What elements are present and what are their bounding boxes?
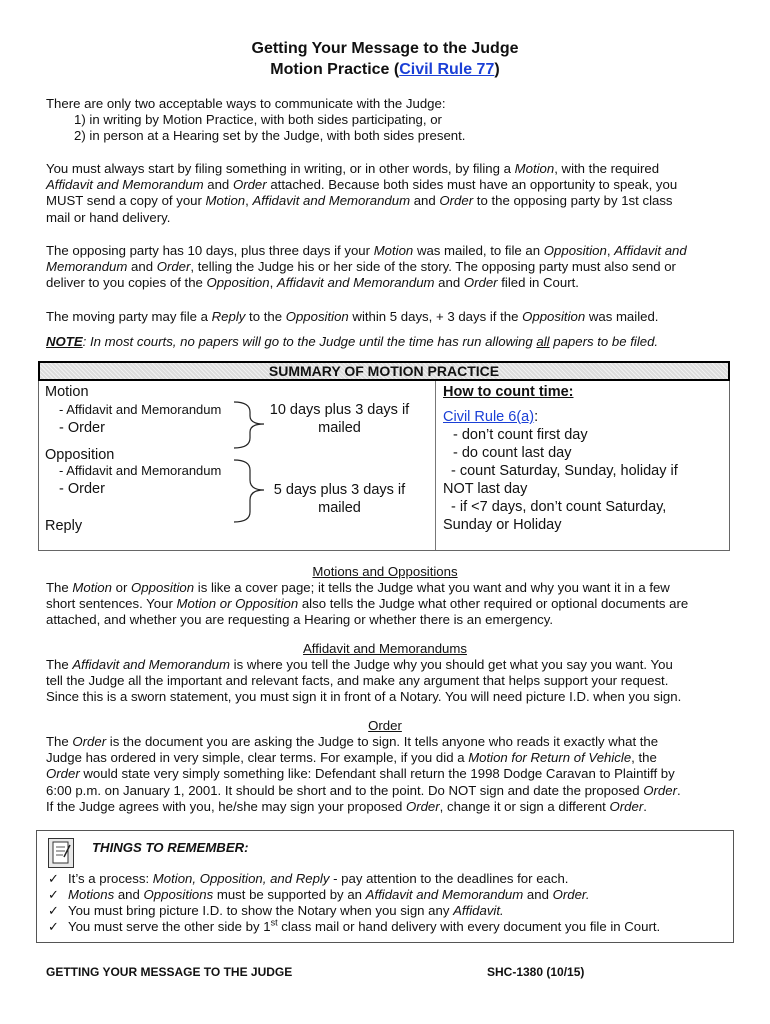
footer-form-number: SHC-1380 (10/15) (487, 965, 585, 979)
section-affidavit-text: The Affidavit and Memorandum is where you tell the Judge why you should get what you say you want. You tell the Judge all the important and relevant facts, and make any argument that helps support your request. Since this is a sworn statement, you must sign it in front of a Notary. You will need picture I.D. when you sign. (46, 657, 682, 705)
count-rule-3: - count Saturday, Sunday, holiday if (451, 463, 678, 479)
checkmark-icon: ✓ (48, 903, 60, 918)
subtitle-close: ) (494, 61, 500, 78)
count-rule-3-cont: NOT last day (443, 481, 528, 497)
count-rule-4: - if <7 days, don’t count Saturday, (451, 499, 667, 515)
note-text: NOTE: In most courts, no papers will go to the Judge until the time has run allowing all papers to be filed. (46, 334, 659, 349)
civil-rule-77-link[interactable]: Civil Rule 77 (399, 61, 495, 78)
intro-line: There are only two acceptable ways to communicate with the Judge: (46, 96, 446, 111)
section-order-text: The Order is the document you are asking the Judge to sign. It tells anyone who reads it exactly what the Judge has ordered in very simple, clear terms. For example, if you did a Motion for Return of Vehicle, the Order would state very simply something like: Defendant shall return the 1998 Dodge Caravan to Plaintiff by 6:00 p.m. on January 1, 2001. It should be short and to the point. Do NOT sign and date the proposed Order. If the Judge agrees with you, he/she may sign your proposed Order, change it or sign a different Order. (46, 734, 681, 814)
summary-motion-affidavit: - Affidavit and Memorandum (59, 402, 222, 417)
page-title: Getting Your Message to the Judge (251, 40, 519, 57)
section-title-motions: Motions and Oppositions (312, 564, 458, 579)
civil-rule-6a-link[interactable]: Civil Rule 6(a) (443, 409, 535, 425)
count-rule-1: - don’t count first day (453, 427, 588, 443)
notepad-icon (48, 838, 74, 868)
paragraph-opposing-party: The opposing party has 10 days, plus three days if your Motion was mailed, to file an Opposition, Affidavit and Memorandum and Order, telling the Judge his or her side of the story. The opposing party must also send or deliver to you copies of the Opposition, Affidavit and Memorandum and Order filed in Court. (46, 243, 687, 291)
intro-item-2: 2) in person at a Hearing set by the Judge, with both sides present. (74, 128, 466, 143)
checkmark-icon: ✓ (48, 871, 60, 886)
paragraph-filing: You must always start by filing something in writing, or in other words, by filing a Motion, with the required Affidavit and Memorandum and Order attached. Because both sides must have an opportunity to speak, you MUST send a copy of your Motion, Affidavit and Memorandum and Order to the opposing party by 1st class mail or hand delivery. (46, 161, 678, 225)
summary-motion: Motion (45, 384, 89, 400)
remember-item-3: You must bring picture I.D. to show the Notary when you sign any Affidavit. (68, 903, 504, 918)
section-title-affidavit: Affidavit and Memorandums (303, 641, 467, 656)
footer-title: GETTING YOUR MESSAGE TO THE JUDGE (46, 965, 293, 979)
checkmark-icon: ✓ (48, 887, 60, 902)
count-rule-4-cont: Sunday or Holiday (443, 517, 562, 533)
summary-motion-order: - Order (59, 420, 105, 436)
remember-item-1: It’s a process: Motion, Opposition, and Reply - pay attention to the deadlines for each. (68, 871, 569, 886)
paragraph-reply: The moving party may file a Reply to the Opposition within 5 days, + 3 days if the Opposition was mailed. (46, 309, 659, 324)
summary-opposition-affidavit: - Affidavit and Memorandum (59, 463, 222, 478)
intro-item-1: 1) in writing by Motion Practice, with both sides participating, or (74, 112, 442, 127)
summary-motion-time: 10 days plus 3 days if mailed (269, 402, 410, 436)
section-title-order: Order (368, 718, 402, 733)
count-time-title: How to count time: (443, 384, 574, 400)
checkmark-icon: ✓ (48, 919, 60, 934)
section-motions-text: The Motion or Opposition is like a cover page; it tells the Judge what you want and why you want it in a few short sentences. Your Motion or Opposition also tells the Judge what other required or optional documents are attached, and whether you are requesting a Hearing or whether there is an emergency. (46, 580, 689, 628)
summary-reply: Reply (45, 518, 83, 534)
count-time-rule: Civil Rule 6(a): (443, 409, 539, 425)
summary-opposition-order: - Order (59, 481, 105, 497)
subtitle-text: Motion Practice ( (270, 61, 400, 78)
note-label: NOTE (46, 334, 83, 349)
remember-title: THINGS TO REMEMBER: (92, 840, 249, 855)
remember-item-4: You must serve the other side by 1st class mail or hand delivery with every document you file in Court. (68, 917, 661, 934)
summary-divider (435, 381, 436, 550)
summary-header: SUMMARY OF MOTION PRACTICE (38, 361, 730, 381)
summary-opposition: Opposition (45, 447, 115, 463)
count-rule-2: - do count last day (453, 445, 572, 461)
brace-motion (234, 402, 264, 448)
summary-opposition-time: 5 days plus 3 days if mailed (273, 482, 406, 516)
brace-opposition (234, 460, 264, 522)
remember-item-2: Motions and Oppositions must be supported by an Affidavit and Memorandum and Order. (68, 887, 590, 902)
summary-braces (230, 398, 270, 526)
page-subtitle (0, 60, 770, 80)
